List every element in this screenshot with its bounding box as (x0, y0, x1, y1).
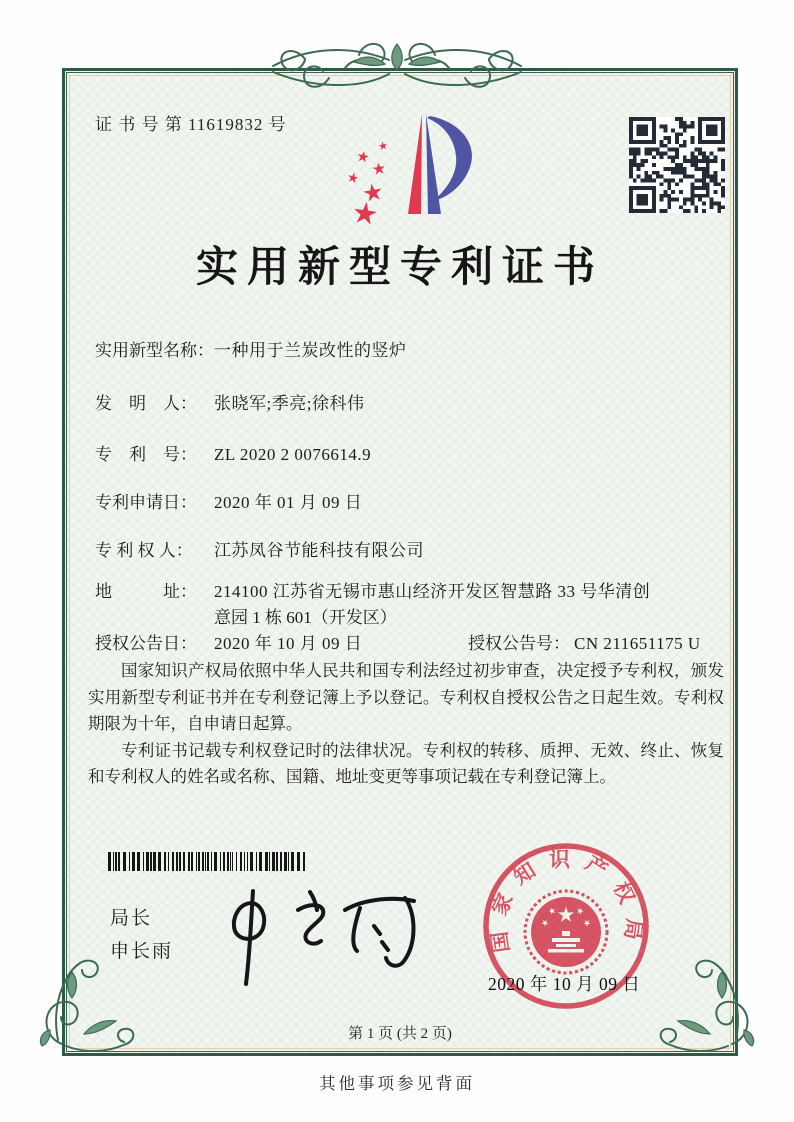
field-value: 张晓军;季亮;徐科伟 (214, 394, 365, 413)
field-utility-model-name (95, 336, 407, 361)
barcode (108, 852, 308, 871)
field-label: 专利申请日： (95, 493, 197, 512)
top-flourish-ornament (267, 28, 527, 108)
page-number: 第 1 页 (共 2 页) (348, 1026, 452, 1042)
legal-paragraph-1: 国家知识产权局依照中华人民共和国专利法经过初步审查，决定授予专利权，颁发实用新型专利证书并在专利登记簿上予以登记。专利权自授权公告之日起生效。专利权期限为十年，自申请日起算。 (88, 661, 724, 733)
field-label: 实用新型名称： (95, 341, 214, 360)
field-value: ZL 2020 2 0076614.9 (214, 445, 372, 464)
field-label: 授权公告日： (95, 634, 197, 653)
field-grant-row (95, 629, 701, 654)
field-label: 发 明 人： (95, 394, 197, 413)
field-label: 专 利 号： (95, 445, 197, 464)
cnipa-logo-icon (338, 102, 476, 228)
bottom-right-corner-ornament (644, 952, 764, 1070)
commissioner-signature (195, 876, 430, 991)
field-label: 授权公告号： (468, 634, 570, 653)
field-patent-number (95, 440, 371, 465)
certificate-number: 证 书 号 第 11619832 号 (95, 115, 287, 134)
field-value: 一种用于兰炭改性的竖炉 (214, 341, 407, 360)
commissioner-name: 申长雨 (110, 941, 174, 962)
legal-paragraph-2: 专利证书记载专利权登记时的法律状况。专利权的转移、质押、无效、终止、恢复和专利权人的姓名或名称、国籍、地址变更等事项记载在专利登记簿上。 (88, 740, 724, 786)
field-label: 专 利 权 人： (95, 541, 193, 560)
national-emblem-icon (525, 891, 607, 973)
legal-text (88, 658, 724, 791)
field-value: 214100 江苏省无锡市惠山经济开发区智慧路 33 号华清创 (214, 582, 651, 601)
field-address-line2: 意园 1 栋 601（开发区） (214, 608, 397, 627)
bottom-left-corner-ornament (30, 952, 150, 1070)
field-value: 2020 年 01 月 09 日 (214, 493, 363, 512)
field-label: 地 址： (95, 582, 197, 601)
field-address (95, 577, 650, 602)
qr-code (629, 117, 725, 213)
commissioner-title: 局长 (110, 908, 153, 929)
field-inventor (95, 389, 364, 414)
field-filing-date (95, 488, 362, 513)
field-value: 2020 年 10 月 09 日 (214, 634, 363, 653)
field-value: CN 211651175 U (574, 634, 701, 653)
back-side-note: 其他事项参见背面 (319, 1074, 475, 1093)
field-value: 江苏凤谷节能科技有限公司 (214, 541, 424, 560)
seal-ring-text: 国家知识产权局 (485, 847, 647, 955)
field-grant-number (468, 629, 701, 654)
field-patentee (95, 536, 424, 561)
seal-date: 2020 年 10 月 09 日 (488, 974, 641, 994)
certificate-title: 实用新型专利证书 (195, 245, 604, 291)
